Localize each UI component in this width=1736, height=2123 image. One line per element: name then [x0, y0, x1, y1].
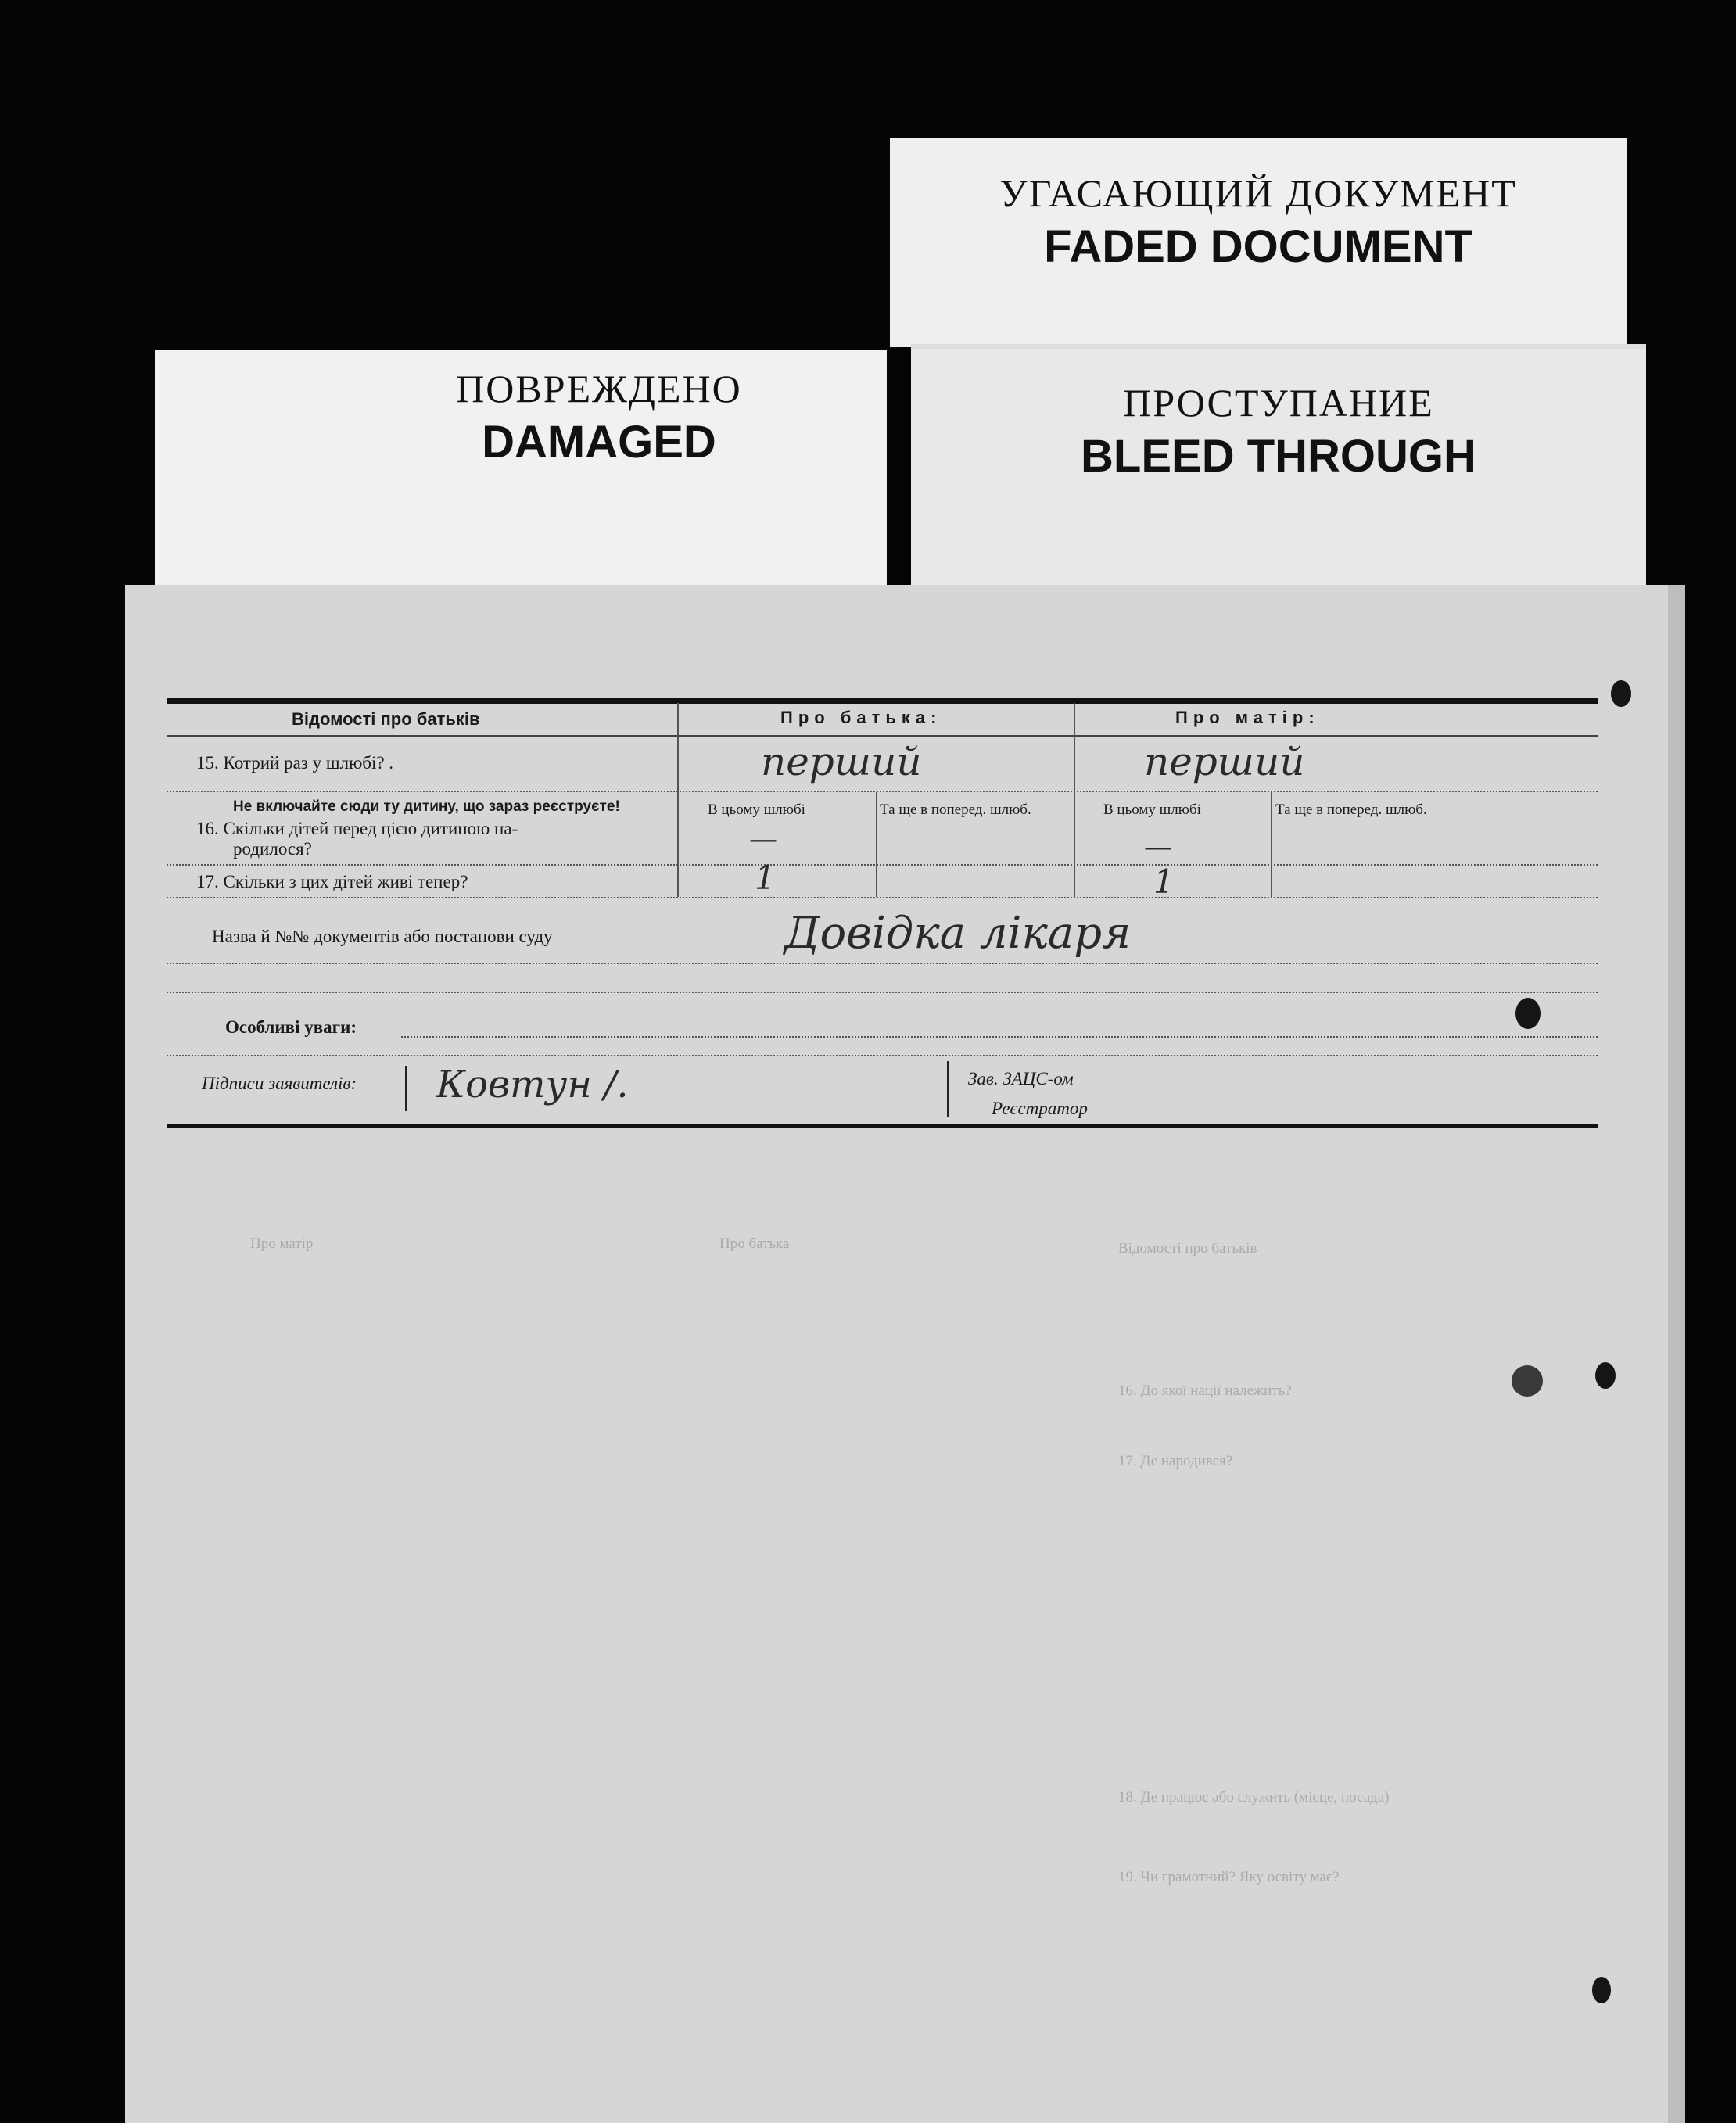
question-16-note: Не включайте сюди ту дитину, що зараз реєструєте!: [233, 798, 620, 815]
target-damaged-en: DAMAGED: [482, 417, 716, 468]
target-bleed-en: BLEED THROUGH: [1081, 431, 1476, 482]
handwritten-signature: Ковтун /.: [436, 1063, 629, 1106]
handwritten-q17-father: 1: [755, 859, 776, 897]
bleed-through-text: 17. Де народився?: [1118, 1453, 1233, 1469]
bleed-through-text: 19. Чи грамотний? Яку освіту має?: [1118, 1869, 1340, 1885]
target-card-bleed-through: [911, 344, 1646, 607]
question-17: 17. Скільки з цих дітей живі тепер?: [196, 872, 468, 891]
punch-hole: [1611, 680, 1631, 707]
handwritten-documents: Довідка лікаря: [784, 908, 1132, 959]
punch-hole: [1592, 1977, 1611, 2003]
target-card-faded: [890, 138, 1627, 347]
subheader-father-prev-marriage: Та ще в поперед. шлюб.: [880, 802, 1031, 818]
subheader-father-this-marriage: В цьому шлюбі: [708, 802, 805, 818]
header-mother: Про матір:: [1175, 708, 1320, 727]
handwritten-q15-mother: перший: [1144, 739, 1305, 784]
document-sheet: [125, 585, 1685, 2123]
target-bleed-ru: ПРОСТУПАНИЕ: [1123, 381, 1434, 425]
bleed-through-text: 18. Де працює або служить (місце, посада): [1118, 1789, 1390, 1806]
bleed-through-text: Відомості про батьків: [1118, 1240, 1257, 1257]
handwritten-q17-mother: 1: [1153, 862, 1175, 901]
handwritten-q16-father: —: [749, 823, 777, 855]
handwritten-q15-father: перший: [761, 739, 922, 784]
subheader-mother-prev-marriage: Та ще в поперед. шлюб.: [1275, 802, 1427, 818]
question-16-line1: 16. Скільки дітей перед цією дитиною на-: [196, 819, 518, 838]
bleed-through-text: 16. До якої нації належить?: [1118, 1382, 1292, 1399]
header-father: Про батька:: [780, 708, 942, 727]
remarks-label: Особливі уваги:: [225, 1017, 357, 1037]
head-of-registry-label: Зав. ЗАЦС-ом: [968, 1069, 1074, 1088]
signatures-label: Підписи заявителів:: [202, 1074, 357, 1093]
bleed-through-text: Про батька: [719, 1235, 790, 1252]
registrar-label: Реєстратор: [992, 1099, 1088, 1118]
question-16-line2: родилося?: [233, 839, 312, 859]
handwritten-q16-mother: —: [1144, 831, 1172, 863]
header-parents-info: Відомості про батьків: [292, 709, 480, 729]
bleed-through-text: Про матір: [250, 1235, 314, 1252]
punch-hole: [1595, 1362, 1616, 1389]
target-faded-ru: УГАСАЮЩИЙ ДОКУМЕНТ: [999, 171, 1517, 215]
target-faded-en: FADED DOCUMENT: [1044, 221, 1472, 272]
documents-label: Назва й №№ документів або постанови суду: [212, 927, 553, 946]
target-damaged-ru: ПОВРЕЖДЕНО: [456, 367, 742, 411]
question-15: 15. Котрий раз у шлюбі? .: [196, 753, 394, 773]
punch-hole: [1515, 998, 1541, 1029]
target-card-damaged: [155, 350, 887, 601]
punch-hole: [1512, 1365, 1543, 1397]
subheader-mother-this-marriage: В цьому шлюбі: [1103, 802, 1201, 818]
